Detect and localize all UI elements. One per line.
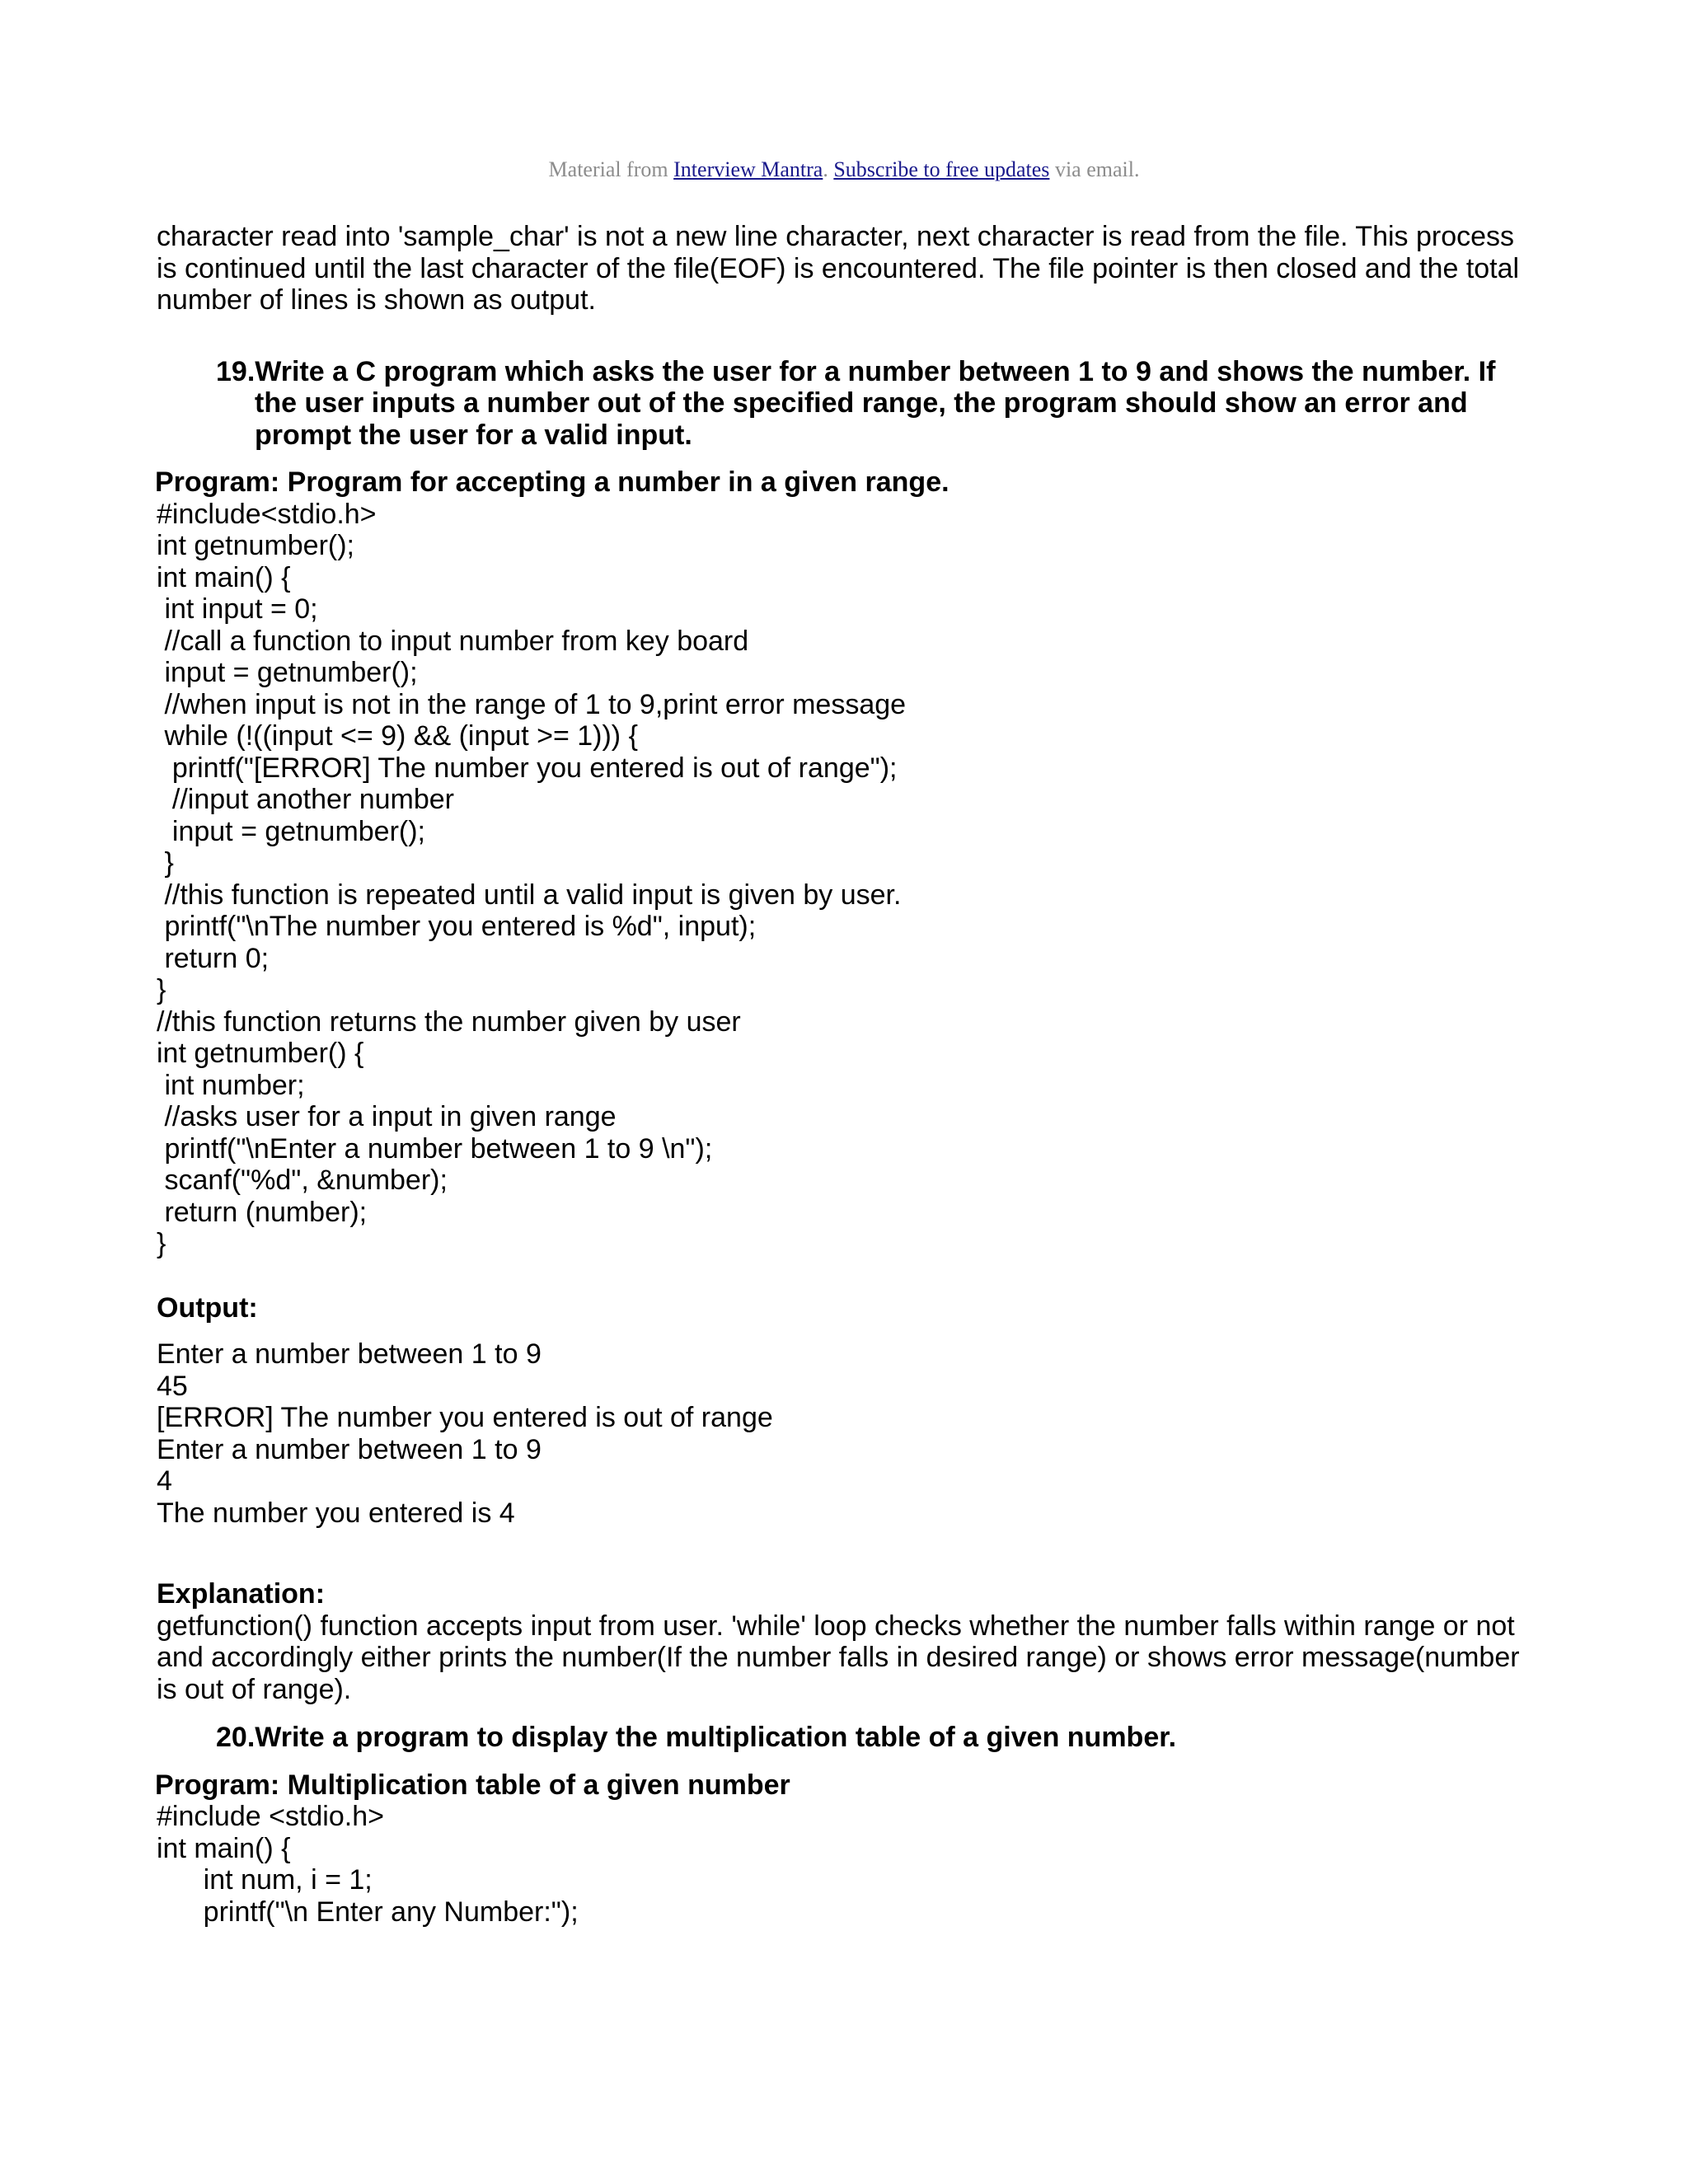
program-20-title: Program: Multiplication table of a given number (155, 1769, 790, 1801)
code-line: printf("[ERROR] The number you entered is out of range"); (157, 752, 898, 784)
code-line: int num, i = 1; (157, 1864, 373, 1896)
document-body (157, 221, 1533, 1928)
program-20-code (157, 1801, 1533, 1928)
page-header (0, 156, 1688, 184)
program-19-code (157, 499, 1533, 1260)
header-separator: . (823, 157, 834, 181)
interview-mantra-link[interactable]: Interview Mantra (673, 157, 823, 181)
code-line: } (157, 974, 166, 1005)
code-line: printf("\nThe number you entered is %d", input); (157, 911, 757, 942)
code-line: #include<stdio.h> (157, 498, 377, 530)
code-line: int getnumber(); (157, 530, 354, 561)
question-19: 19.Write a C program which asks the user for a number between 1 to 9 and shows the number. If the user inputs a number out of the specified range, the program should show an error and prompt the user for a valid input. (216, 355, 1496, 451)
question-20: 20.Write a program to display the multiplication table of a given number. (216, 1722, 1177, 1753)
code-line: while (!((input <= 9) && (input >= 1))) { (157, 720, 638, 752)
code-line: //asks user for a input in given range (157, 1101, 617, 1132)
code-line: //this function is repeated until a valid input is given by user. (157, 879, 902, 911)
code-line: } (157, 847, 174, 879)
code-line: input = getnumber(); (157, 657, 418, 688)
code-line: int getnumber() { (157, 1038, 364, 1069)
code-line: scanf("%d", &number); (157, 1165, 448, 1196)
output-line: 4 (157, 1465, 172, 1497)
code-line: input = getnumber(); (157, 815, 426, 847)
output-line: The number you entered is 4 (157, 1497, 515, 1529)
code-line: int main() { (157, 1832, 291, 1864)
intro-paragraph: character read into 'sample_char' is not a new line character, next character is read from the file. This process is continued until the last character of the file(EOF) is encountered. The file pointer is then closed and the total number of lines is shown as output. (157, 221, 1520, 316)
header-suffix: via email. (1049, 157, 1140, 181)
output-line: 45 (157, 1370, 188, 1402)
subscribe-link[interactable]: Subscribe to free updates (833, 157, 1050, 181)
code-line: printf("\n Enter any Number:"); (157, 1896, 579, 1928)
program-19-title: Program: Program for accepting a number in a given range. (155, 466, 950, 498)
code-line: //this function returns the number given by user (157, 1005, 741, 1038)
code-line: return 0; (157, 942, 270, 974)
header-prefix: Material from (548, 157, 674, 181)
program-19-output (157, 1338, 1533, 1529)
code-line: printf("\nEnter a number between 1 to 9 \n"); (157, 1132, 713, 1165)
output-line: [ERROR] The number you entered is out of range (157, 1402, 773, 1433)
code-line: int main() { (157, 561, 291, 593)
code-line: #include <stdio.h> (157, 1801, 384, 1832)
code-line: } (157, 1228, 166, 1259)
explanation-label: Explanation: (157, 1578, 326, 1610)
code-line: int number; (157, 1069, 305, 1101)
code-line: return (number); (157, 1196, 368, 1228)
code-line: int input = 0; (157, 593, 318, 625)
output-line: Enter a number between 1 to 9 (157, 1433, 542, 1465)
code-line: //when input is not in the range of 1 to 9,print error message (157, 688, 907, 720)
output-label: Output: (157, 1291, 258, 1324)
code-line: //call a function to input number from key board (157, 625, 749, 657)
output-line: Enter a number between 1 to 9 (157, 1338, 542, 1370)
explanation-text: getfunction() function accepts input from user. 'while' loop checks whether the number falls within range or not and accordingly either prints the number(If the number falls in desired range) or shows error message(number is out of range). (157, 1610, 1520, 1705)
code-line: //input another number (157, 784, 455, 815)
